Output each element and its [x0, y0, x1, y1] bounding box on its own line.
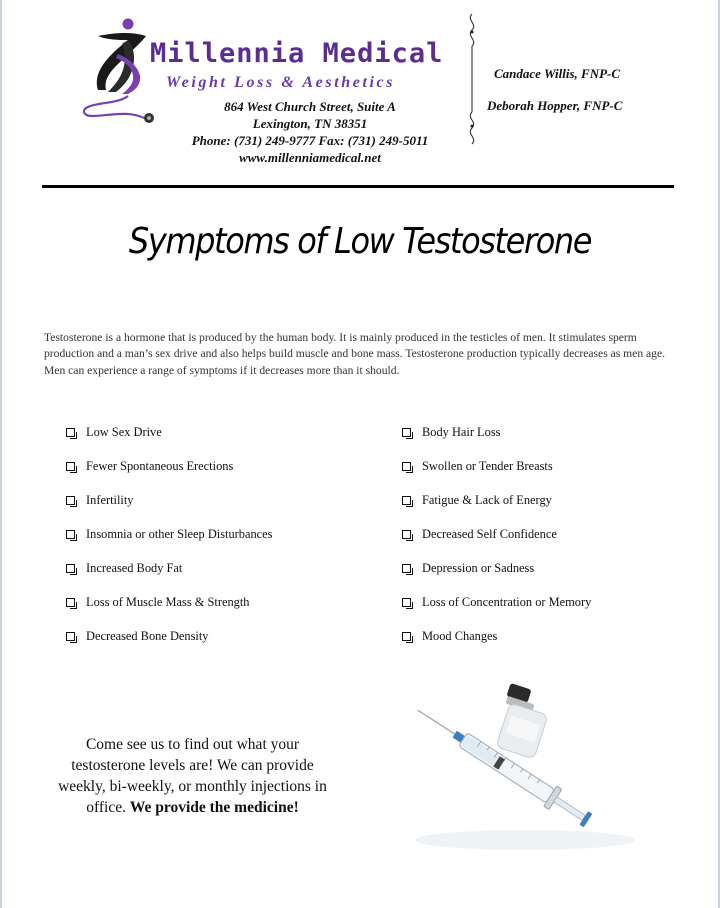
- symptom-item: [66, 595, 273, 629]
- page-edge-left: [0, 0, 2, 908]
- checkbox-icon: [66, 598, 75, 607]
- symptom-item: [402, 527, 591, 561]
- symptom-item: [66, 629, 273, 663]
- symptom-item: [66, 527, 273, 561]
- symptom-label: Fatigue & Lack of Energy: [422, 493, 552, 507]
- checkbox-icon: [402, 462, 411, 471]
- checkbox-icon: [66, 564, 75, 573]
- checkbox-icon: [402, 428, 411, 437]
- symptom-label: Fewer Spontaneous Erections: [86, 459, 234, 473]
- address-city: Lexington, TN 38351: [252, 116, 368, 131]
- ornament-divider: [462, 12, 482, 146]
- checkbox-icon: [402, 530, 411, 539]
- provider-name: Candace Willis, FNP-C: [494, 66, 621, 81]
- checkbox-icon: [66, 428, 75, 437]
- symptom-item: [402, 493, 591, 527]
- checkbox-icon: [66, 632, 75, 641]
- symptom-item: [402, 425, 591, 459]
- symptom-item: [402, 459, 591, 493]
- symptom-label: Swollen or Tender Breasts: [422, 459, 553, 473]
- provider-name: Deborah Hopper, FNP-C: [487, 98, 623, 113]
- checkbox-icon: [66, 496, 75, 505]
- checkbox-icon: [66, 530, 75, 539]
- symptom-label: Insomnia or other Sleep Disturbances: [86, 527, 273, 541]
- brand-name: Millennia Medical: [150, 38, 444, 69]
- vial-icon: [496, 683, 548, 759]
- closing-emphasis: We provide the medicine!: [129, 799, 299, 816]
- closing-text: Come see us to find out what your testosterone levels are! We can provide weekly, bi-weekly, or monthly injections in office.: [58, 736, 327, 816]
- symptom-label: Mood Changes: [422, 629, 498, 643]
- symptom-label: Decreased Self Confidence: [422, 527, 557, 541]
- page-title: Symptoms of Low Testosterone: [128, 220, 592, 262]
- symptom-item: [66, 493, 273, 527]
- symptom-label: Body Hair Loss: [422, 425, 501, 439]
- symptom-label: Low Sex Drive: [86, 425, 162, 439]
- phone-fax: Phone: (731) 249-9777 Fax: (731) 249-5011: [191, 133, 429, 148]
- symptom-label: Loss of Concentration or Memory: [422, 595, 592, 609]
- symptom-list-right: [402, 425, 591, 663]
- symptom-item: [402, 561, 591, 595]
- syringe-icon: [411, 700, 594, 831]
- syringe-vial-image: [410, 680, 650, 860]
- checkbox-icon: [402, 632, 411, 641]
- header-divider: [42, 185, 674, 188]
- address-street: 864 West Church Street, Suite A: [224, 99, 396, 114]
- closing-message: [50, 734, 335, 818]
- symptom-label: Depression or Sadness: [422, 561, 535, 575]
- website-link[interactable]: www.millenniamedical.net: [239, 150, 381, 165]
- symptom-item: [402, 629, 591, 663]
- symptom-label: Increased Body Fat: [86, 561, 183, 575]
- symptom-list-left: [66, 425, 273, 663]
- checkbox-icon: [66, 462, 75, 471]
- brand-subtitle: Weight Loss & Aesthetics: [166, 74, 396, 91]
- symptom-label: Decreased Bone Density: [86, 629, 209, 643]
- brand-logo: [78, 14, 170, 126]
- symptom-item: [66, 459, 273, 493]
- symptom-label: Loss of Muscle Mass & Strength: [86, 595, 250, 609]
- intro-paragraph: Testosterone is a hormone that is produced by the human body. It is mainly produced in the testicles of men. It stimulates sperm production and a man’s sex drive and also helps build muscle and bone mass. Testosterone production typically decreases as men age. Men can experience a range of symptoms if it decreases more than it should.: [44, 330, 666, 377]
- symptom-item: [66, 425, 273, 459]
- symptom-item: [402, 595, 591, 629]
- checkbox-icon: [402, 598, 411, 607]
- symptom-item: [66, 561, 273, 595]
- symptom-label: Infertility: [86, 493, 134, 507]
- checkbox-icon: [402, 496, 411, 505]
- checkbox-icon: [402, 564, 411, 573]
